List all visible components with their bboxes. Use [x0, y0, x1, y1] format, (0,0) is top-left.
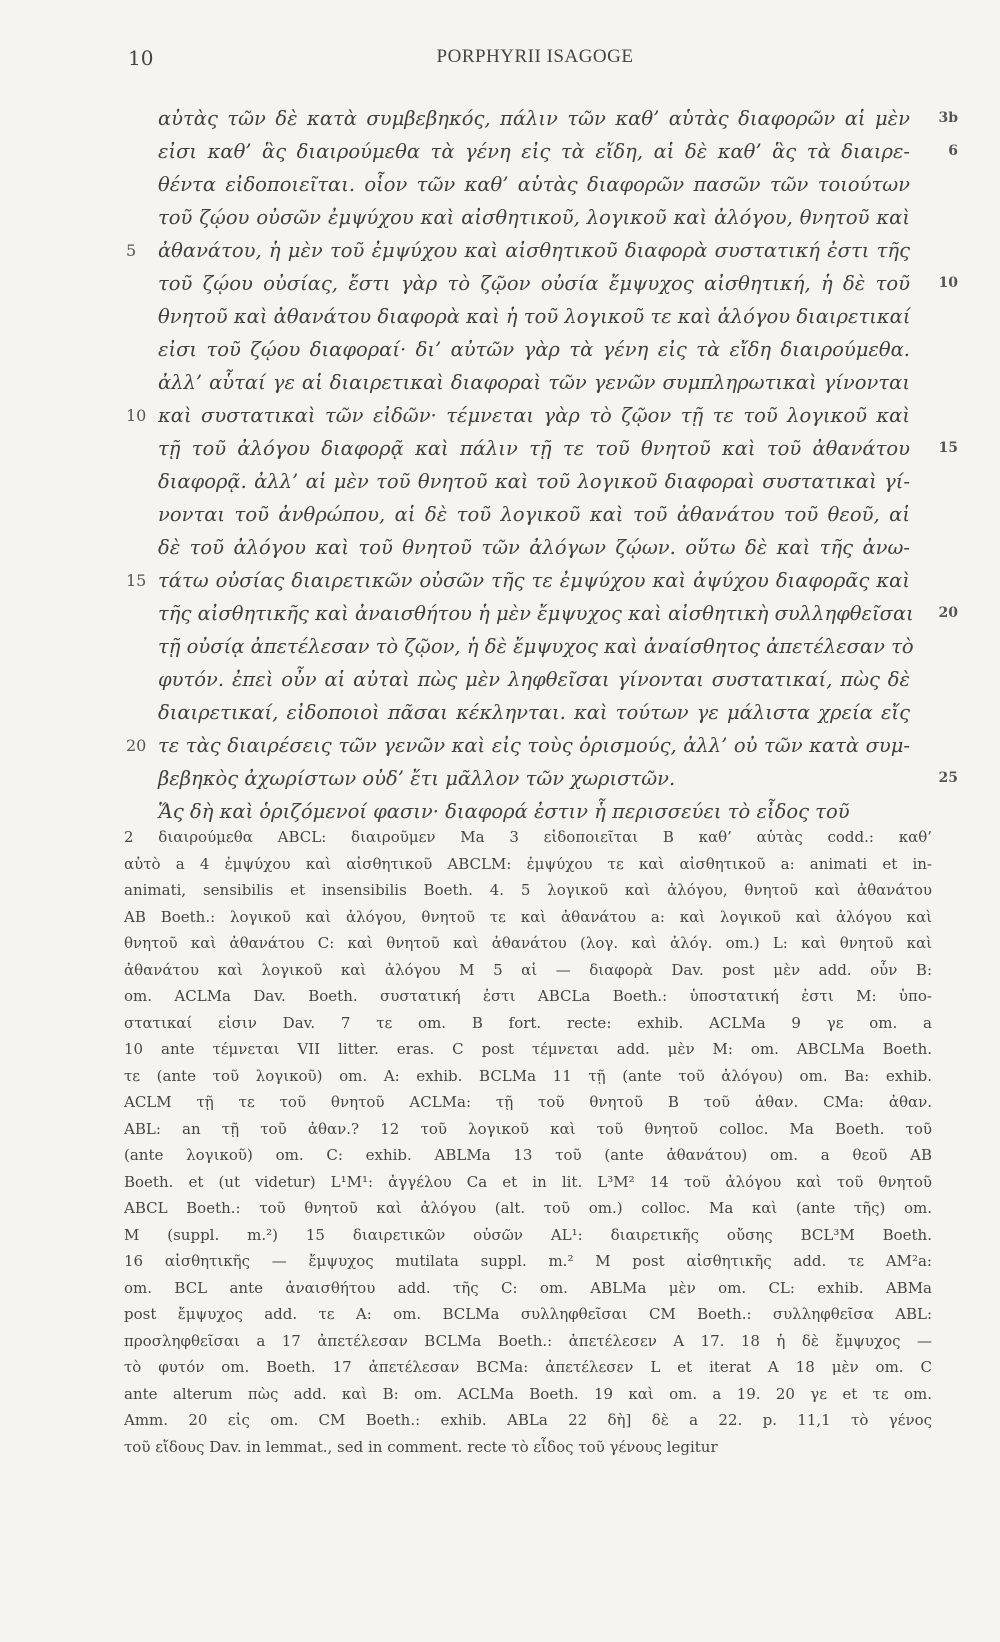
apparatus-line — [124, 1169, 932, 1196]
reference-number: 6 — [948, 143, 958, 159]
apparatus-line — [124, 1036, 932, 1063]
text-line-content: Ἅς δὴ καὶ ὁριζόμενοί φασιν· διαφορά ἐστιν ἧ περισσεύει τὸ εἶδος τοῦ — [158, 800, 850, 823]
text-line-content: τῆς αἰσθητικῆς καὶ ἀναισθήτου ἡ μὲν ἔμψυχος καὶ αἰσθητικὴ συλληφθεῖσαι — [158, 602, 914, 625]
running-title: PORPHYRII ISAGOGE — [436, 46, 634, 67]
text-line — [158, 432, 958, 465]
text-line-content: τοῦ ζῴου οὐσίας, ἔστι γὰρ τὸ ζῷον οὐσία ἔμψυχος αἰσθητική, ἡ δὲ τοῦ — [158, 272, 910, 295]
apparatus-line-content: (ante λογικοῦ) om. C: exhib. ABLMa 13 τοῦ (ante ἀθανάτου) om. a θεοῦ AB — [124, 1146, 932, 1164]
text-line-content: βεβηκὸς ἀχωρίστων οὐδ’ ἔτι μᾶλλον τῶν χωριστῶν. — [158, 767, 676, 790]
apparatus-line — [124, 1275, 932, 1302]
apparatus-line — [124, 1063, 932, 1090]
apparatus-line — [124, 1301, 932, 1328]
apparatus-line — [124, 1248, 932, 1275]
text-line-content: ἀθανάτου, ἡ μὲν τοῦ ἐμψύχου καὶ αἰσθητικοῦ διαφορὰ συστατική ἐστι τῆς — [158, 239, 910, 262]
text-line — [126, 399, 910, 432]
reference-number: 25 — [938, 770, 958, 786]
text-line — [158, 267, 958, 300]
text-line-content: τε τὰς διαιρέσεις τῶν γενῶν καὶ εἰς τοὺς ὁρισμούς, ἀλλ’ οὐ τῶν κατὰ συμ- — [158, 734, 910, 757]
text-line-content: τῇ τοῦ ἀλόγου διαφορᾷ καὶ πάλιν τῇ τε τοῦ θνητοῦ καὶ τοῦ ἀθανάτου — [158, 437, 910, 460]
apparatus-line — [124, 851, 932, 878]
text-line-content: αὐτὰς τῶν δὲ κατὰ συμβεβηκός, πάλιν τῶν καθ’ αὑτὰς διαφορῶν αἱ μὲν — [158, 107, 910, 130]
text-line-content: εἰσι τοῦ ζῴου διαφοραί· δι’ αὐτῶν γὰρ τὰ γένη εἰς τὰ εἴδη διαιρούμεθα. — [158, 338, 910, 361]
apparatus-line-content: AB Boeth.: λογικοῦ καὶ ἀλόγου, θνητοῦ τε καὶ ἀθανάτου a: καὶ λογικοῦ καὶ ἀλόγου καὶ — [124, 907, 932, 926]
apparatus-line-content: ACLM τῇ τε τοῦ θνητοῦ ACLMa: τῇ τοῦ θνητοῦ B τοῦ ἀθαν. CMa: ἀθαν. — [124, 1093, 932, 1111]
text-line — [158, 135, 958, 168]
apparatus-line-content: M (suppl. m.²) 15 διαιρετικῶν οὐσῶν AL¹: διαιρετικῆς οὔσης BCL³M Boeth. — [124, 1225, 932, 1244]
apparatus-line-content: 10 ante τέμνεται VII litter. eras. C post τέμνεται add. μὲν M: om. ABCLMa Boeth. — [124, 1040, 932, 1058]
apparatus-line-content: ABL: an τῇ τοῦ ἀθαν.? 12 τοῦ λογικοῦ καὶ τοῦ θνητοῦ colloc. Ma Boeth. τοῦ — [124, 1119, 932, 1138]
text-line-content: δὲ τοῦ ἀλόγου καὶ τοῦ θνητοῦ τῶν ἀλόγων ζῴων. οὕτω δὲ καὶ τῆς ἀνω- — [158, 536, 910, 559]
apparatus-line — [124, 877, 932, 904]
text-line — [126, 234, 910, 267]
page-header — [110, 46, 960, 76]
text-line — [158, 696, 910, 729]
text-line-content: τοῦ ζῴου οὐσῶν ἐμψύχου καὶ αἰσθητικοῦ, λογικοῦ καὶ ἀλόγου, θνητοῦ καὶ — [158, 206, 910, 229]
text-line — [158, 630, 914, 663]
text-line — [158, 366, 910, 399]
text-line — [158, 762, 958, 795]
text-line — [126, 564, 910, 597]
apparatus-line — [124, 1407, 932, 1434]
reference-number: 15 — [938, 440, 958, 456]
apparatus-line-content: τε (ante τοῦ λογικοῦ) om. A: exhib. BCLMa 11 τῇ (ante τοῦ ἀλόγου) om. Ba: exhib. — [124, 1066, 932, 1085]
apparatus-line — [124, 1195, 932, 1222]
apparatus-line-content: τὸ φυτόν om. Boeth. 17 ἀπετέλεσαν BCMa: ἀπετέλεσεν L et iterat A 18 μὲν om. C — [124, 1358, 932, 1376]
critical-apparatus — [124, 824, 932, 1460]
line-number: 10 — [126, 406, 147, 425]
text-line-content: φυτόν. ἐπεὶ οὖν αἱ αὐταὶ πὼς μὲν ληφθεῖσαι γίνονται συστατικαί, πὼς δὲ — [158, 668, 910, 691]
apparatus-line-content: ante alterum πὼς add. καὶ B: om. ACLMa Boeth. 19 καὶ om. a 19. 20 γε et τε om. — [124, 1384, 932, 1403]
apparatus-line-content: animati, sensibilis et insensibilis Boeth. 4. 5 λογικοῦ καὶ ἀλόγου, θνητοῦ καὶ ἀθανάτου — [124, 881, 932, 899]
text-line-content: εἰσι καθ’ ἃς διαιρούμεθα τὰ γένη εἰς τὰ εἴδη, αἱ δὲ καθ’ ἃς τὰ διαιρε- — [158, 140, 910, 163]
main-text-block — [126, 102, 958, 828]
apparatus-line — [124, 957, 932, 984]
text-line — [158, 333, 910, 366]
reference-number: 20 — [938, 605, 958, 621]
text-line — [158, 663, 910, 696]
apparatus-line — [124, 1328, 932, 1355]
text-line — [158, 201, 910, 234]
text-line — [158, 531, 910, 564]
apparatus-line-content: om. BCL ante ἀναισθήτου add. τῆς C: om. ABLMa μὲν om. CL: exhib. ABMa — [124, 1278, 932, 1297]
text-line — [158, 498, 910, 531]
apparatus-line-content: στατικαί εἰσιν Dav. 7 τε om. B fort. recte: exhib. ACLMa 9 γε om. a — [124, 1013, 932, 1032]
line-number: 15 — [126, 571, 147, 590]
apparatus-line — [124, 1089, 932, 1116]
reference-number: 3b — [938, 110, 958, 126]
apparatus-line — [124, 1381, 932, 1408]
apparatus-line — [124, 1354, 932, 1381]
apparatus-line-content: ἀθανάτου καὶ λογικοῦ καὶ ἀλόγου M 5 αἱ — διαφορὰ Dav. post μὲν add. οὖν B: — [124, 960, 932, 979]
text-line-content: θέντα εἰδοποιεῖται. οἷον τῶν καθ’ αὑτὰς διαφορῶν πασῶν τῶν τοιούτων — [158, 173, 910, 196]
apparatus-line — [124, 1116, 932, 1143]
text-line-content: καὶ συστατικαὶ τῶν εἰδῶν· τέμνεται γὰρ τὸ ζῷον τῇ τε τοῦ λογικοῦ καὶ — [158, 404, 910, 427]
apparatus-line — [124, 824, 932, 851]
apparatus-line-content: 16 αἰσθητικῆς — ἔμψυχος mutilata suppl. m.² M post αἰσθητικῆς add. τε AM²a: — [124, 1252, 932, 1270]
text-line-content: τῇ οὐσίᾳ ἀπετέλεσαν τὸ ζῷον, ἡ δὲ ἔμψυχος καὶ ἀναίσθητος ἀπετέλεσαν τὸ — [158, 635, 914, 658]
line-number: 5 — [126, 241, 137, 260]
apparatus-line-content: αὑτὸ a 4 ἐμψύχου καὶ αἰσθητικοῦ ABCLM: ἐμψύχου τε καὶ αἰσθητικοῦ a: animati et in- — [124, 854, 932, 873]
apparatus-line — [124, 983, 932, 1010]
reference-number: 10 — [938, 275, 958, 291]
apparatus-line-content: 2 διαιρούμεθα ABCL: διαιροῦμεν Ma 3 εἰδοποιεῖται B καθ’ αὑτὰς codd.: καθ’ — [124, 828, 932, 846]
text-line — [158, 597, 958, 630]
page-number: 10 — [128, 46, 154, 70]
text-line-content: τάτω οὐσίας διαιρετικῶν οὐσῶν τῆς τε ἐμψύχου καὶ ἀψύχου διαφορᾶς καὶ — [158, 569, 910, 592]
apparatus-line-content: Amm. 20 εἰς om. CM Boeth.: exhib. ABLa 22 δὴ] δὲ a 22. p. 11,1 τὸ γένος — [124, 1411, 932, 1429]
apparatus-line-content: θνητοῦ καὶ ἀθανάτου C: καὶ θνητοῦ καὶ ἀθανάτου (λογ. καὶ ἀλόγ. om.) L: καὶ θνητοῦ καὶ — [124, 934, 932, 952]
apparatus-line — [124, 1142, 932, 1169]
apparatus-line — [124, 1010, 932, 1037]
text-line — [126, 729, 910, 762]
text-line-content: διαιρετικαί, εἰδοποιοὶ πᾶσαι κέκληνται. καὶ τούτων γε μάλιστα χρεία εἴς — [158, 701, 910, 724]
line-number: 20 — [126, 736, 147, 755]
apparatus-line — [124, 1434, 932, 1461]
apparatus-line — [124, 930, 932, 957]
apparatus-line — [124, 1222, 932, 1249]
apparatus-line — [124, 904, 932, 931]
text-line-content: νονται τοῦ ἀνθρώπου, αἱ δὲ τοῦ λογικοῦ καὶ τοῦ ἀθανάτου τοῦ θεοῦ, αἱ — [158, 503, 910, 526]
text-line — [158, 465, 910, 498]
apparatus-line-content: τοῦ εἴδους Dav. in lemmat., sed in comment. recte τὸ εἶδος τοῦ γένους legitur — [124, 1437, 718, 1456]
text-line-content: θνητοῦ καὶ ἀθανάτου διαφορὰ καὶ ἡ τοῦ λογικοῦ τε καὶ ἀλόγου διαιρετικαί — [158, 305, 911, 328]
text-line — [158, 102, 958, 135]
apparatus-line-content: ABCL Boeth.: τοῦ θνητοῦ καὶ ἀλόγου (alt. τοῦ om.) colloc. Ma καὶ (ante τῆς) om. — [124, 1199, 932, 1217]
text-line-content: διαφορᾷ. ἀλλ’ αἱ μὲν τοῦ θνητοῦ καὶ τοῦ λογικοῦ διαφοραὶ συστατικαὶ γί- — [158, 470, 910, 493]
apparatus-line-content: post ἔμψυχος add. τε A: om. BCLMa συλληφθεῖσαι CM Boeth.: συλληφθεῖσα ABL: — [124, 1305, 932, 1323]
apparatus-line-content: om. ACLMa Dav. Boeth. συστατική ἐστι ABCLa Boeth.: ὑποστατική ἐστι M: ὑπο- — [124, 987, 932, 1005]
text-line — [158, 300, 910, 333]
text-line-content: ἀλλ’ αὗταί γε αἱ διαιρετικαὶ διαφοραὶ τῶν γενῶν συμπληρωτικαὶ γίνονται — [158, 371, 910, 394]
text-line — [158, 168, 910, 201]
apparatus-line-content: Boeth. et (ut videtur) L¹M¹: ἀγγέλου Ca et in lit. L³M² 14 τοῦ ἀλόγου καὶ τοῦ θνητοῦ — [124, 1172, 932, 1191]
apparatus-line-content: προσληφθεῖσαι a 17 ἀπετέλεσαν BCLMa Boeth.: ἀπετέλεσεν A 17. 18 ἡ δὲ ἔμψυχος — — [124, 1331, 932, 1350]
